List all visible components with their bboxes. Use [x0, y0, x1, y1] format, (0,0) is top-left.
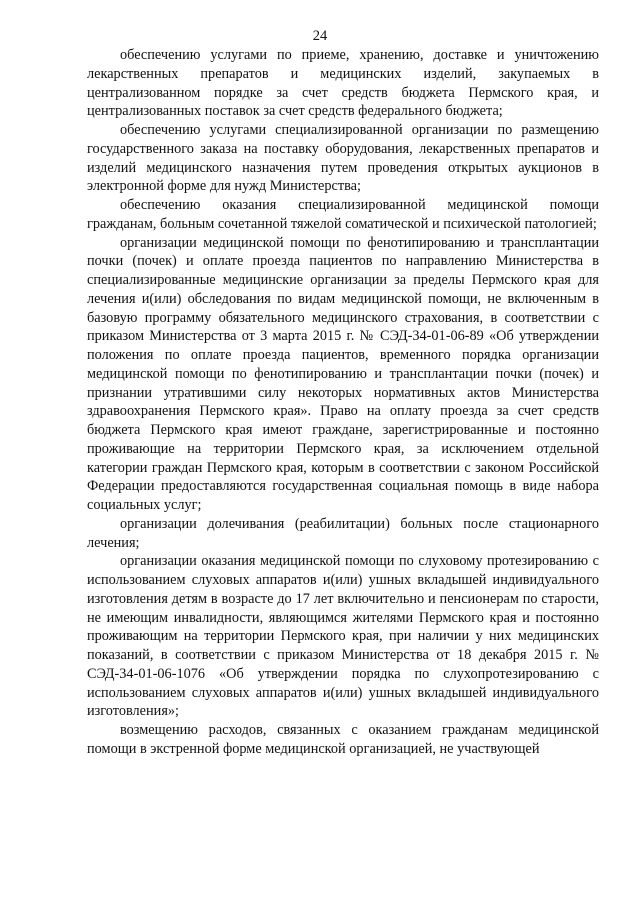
page-number: 24 [312, 28, 328, 44]
body-text [87, 46, 599, 759]
paragraph-7: возмещению расходов, связанных с оказанием гражданам медицинской помощи в экстренной форме медицинской организацией, не участвующей [87, 722, 599, 757]
paragraph-1: обеспечению услугами по приеме, хранению, доставке и уничтожению лекарственных препаратов и медицинских изделий, закупаемых в централизованном порядке за счет средств бюджета Пермского края, и централизованных поставок за счет средств федерального бюджета; [87, 47, 599, 120]
paragraph-2: обеспечению услугами специализированной организации по размещению государственного заказа на поставку оборудования, лекарственных препаратов и изделий медицинского назначения путем проведения открытых аукционов в электронной форме для нужд Министерства; [87, 122, 599, 195]
paragraph-5: организации долечивания (реабилитации) больных после стационарного лечения; [87, 515, 599, 551]
paragraph-3: обеспечению оказания специализированной медицинской помощи гражданам, больным сочетанной тяжелой соматической и психической патологией; [87, 197, 599, 232]
paragraph-4: организации медицинской помощи по фенотипированию и трансплантации почки (почек) и оплате проезда пациентов по направлению Министерства в специализированные медицинские организации за пределы Пермского края для лечения и(или) обследования по видам медицинской помощи, не включенным в базовую программу обязательного медицинского страхования, в соответствии с приказом Министерства от 3 марта 2015 г. № СЭД-34-01-06-89 «Об утверждении положения по оплате проезда пациентов, временного порядка организации медицинской помощи по фенотипированию и трансплантации почки (почек) и признании утратившими силу некоторых нормативных актов Министерства здравоохранения Пермского края». Право на оплату проезда за счет средств бюджета Пермского края имеют граждане, зарегистрированные и постоянно проживающие на территории Пермского края, за исключением отдельной категории граждан Пермского края, которым в соответствии с законом Российской Федерации предоставляются государственная социальная помощь в виде набора социальных услуг; [87, 234, 599, 513]
paragraph-6: организации оказания медицинской помощи по слуховому протезированию с использованием слуховых аппаратов и(или) ушных вкладышей индивидуального изготовления детям в возрасте до 17 лет включительно и пенсионерам по старости, не имеющим инвалидности, являющимся жителями Пермского края и постоянно проживающим на территории Пермского края, при наличии у них медицинских показаний, в соответствии с приказом Министерства от 18 декабря 2015 г. № СЭД-34-01-06-1076 «Об утверждении порядка по слухопротезированию с использованием слуховых аппаратов и(или) ушных вкладышей индивидуального изготовления»; [87, 553, 599, 720]
